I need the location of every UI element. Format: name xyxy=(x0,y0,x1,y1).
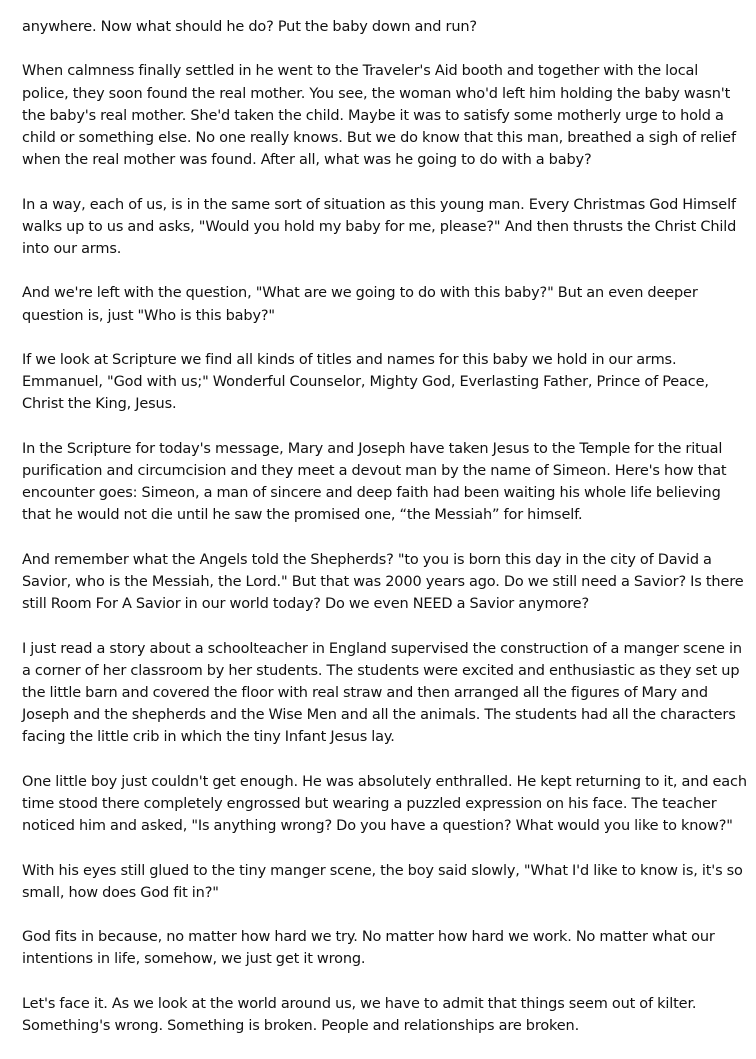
text-line: And we're left with the question, "What are we going to do with this baby?" But an even deeper xyxy=(22,285,698,302)
text-line: question is, just "Who is this baby?" xyxy=(22,307,275,324)
text-line: Joseph and the shepherds and the Wise Men and all the animals. The students had all the characters xyxy=(22,707,736,724)
paragraph-5 xyxy=(22,349,740,416)
text-line: walks up to us and asks, "Would you hold my baby for me, please?" And then thrusts the Christ Child xyxy=(22,218,737,235)
paragraph-12 xyxy=(22,993,740,1037)
text-line: Savior, who is the Messiah, the Lord." But that was 2000 years ago. Do we still need a Savior? Is there xyxy=(22,573,744,590)
text-line: In a way, each of us, is in the same sort of situation as this young man. Every Christmas God Himself xyxy=(22,196,736,213)
text-line: the little barn and covered the floor with real straw and then arranged all the figures of Mary and xyxy=(22,684,708,701)
text-line: One little boy just couldn't get enough. He was absolutely enthralled. He kept returning to it, and each xyxy=(22,773,747,790)
text-line: encounter goes: Simeon, a man of sincere and deep faith had been waiting his whole life believing xyxy=(22,485,721,502)
text-line: With his eyes still glued to the tiny manger scene, the boy said slowly, "What I'd like to know is, it's so xyxy=(22,862,743,879)
text-line: Christ the King, Jesus. xyxy=(22,396,177,413)
text-line: noticed him and asked, "Is anything wrong? Do you have a question? What would you like to know?" xyxy=(22,818,733,835)
text-line: small, how does God fit in?" xyxy=(22,884,219,901)
paragraph-11 xyxy=(22,926,740,970)
document-body xyxy=(22,16,747,1059)
text-line: anywhere. Now what should he do? Put the baby down and run? xyxy=(22,19,477,35)
text-line: into our arms. xyxy=(22,241,122,257)
text-line: that he would not die until he saw the promised one, “the Messiah” for himself. xyxy=(22,507,583,524)
text-line: I just read a story about a schoolteacher in England supervised the construction of a manger scene in xyxy=(22,640,742,657)
text-line: intentions in life, somehow, we just get it wrong. xyxy=(22,951,366,968)
paragraph-9 xyxy=(22,771,747,838)
paragraph-2 xyxy=(22,60,740,171)
paragraph-3 xyxy=(22,194,740,261)
paragraph-6 xyxy=(22,438,740,527)
text-line: when the real mother was found. After all, what was he going to do with a baby? xyxy=(22,152,592,169)
paragraph-4 xyxy=(22,282,740,326)
text-line: purification and circumcision and they meet a devout man by the name of Simeon. Here's how that xyxy=(22,462,727,479)
paragraph-1 xyxy=(22,16,740,38)
text-line: facing the little crib in which the tiny Infant Jesus lay. xyxy=(22,729,395,746)
text-line: Emmanuel, "God with us;" Wonderful Counselor, Mighty God, Everlasting Father, Prince of Peace, xyxy=(22,374,709,391)
text-line: God fits in because, no matter how hard we try. No matter how hard we work. No matter what our xyxy=(22,929,715,946)
text-line: police, they soon found the real mother. You see, the woman who'd left him holding the baby wasn't xyxy=(22,85,731,102)
text-line: If we look at Scripture we find all kinds of titles and names for this baby we hold in our arms. xyxy=(22,351,677,368)
text-line: When calmness finally settled in he went to the Traveler's Aid booth and together with the local xyxy=(22,63,699,80)
paragraph-10 xyxy=(22,860,743,904)
text-line: the baby's real mother. She'd taken the child. Maybe it was to satisfy some motherly urge to hold a xyxy=(22,107,724,124)
paragraph-7 xyxy=(22,549,744,616)
text-line: a corner of her classroom by her students. The students were excited and enthusiastic as they set up xyxy=(22,662,740,679)
text-line: Something's wrong. Something is broken. People and relationships are broken. xyxy=(22,1017,580,1034)
paragraph-8 xyxy=(22,638,740,749)
text-line: time stood there completely engrossed but wearing a puzzled expression on his face. The teacher xyxy=(22,795,717,812)
text-line: In the Scripture for today's message, Mary and Joseph have taken Jesus to the Temple for the ritual xyxy=(22,440,723,457)
text-line: child or something else. No one really knows. But we do know that this man, breathed a sigh of relief xyxy=(22,130,736,146)
text-line: And remember what the Angels told the Shepherds? "to you is born this day in the city of David a xyxy=(22,551,712,568)
text-line: still Room For A Savior in our world today? Do we even NEED a Savior anymore? xyxy=(22,596,589,613)
text-line: Let's face it. As we look at the world around us, we have to admit that things seem out of kilter. xyxy=(22,995,697,1012)
